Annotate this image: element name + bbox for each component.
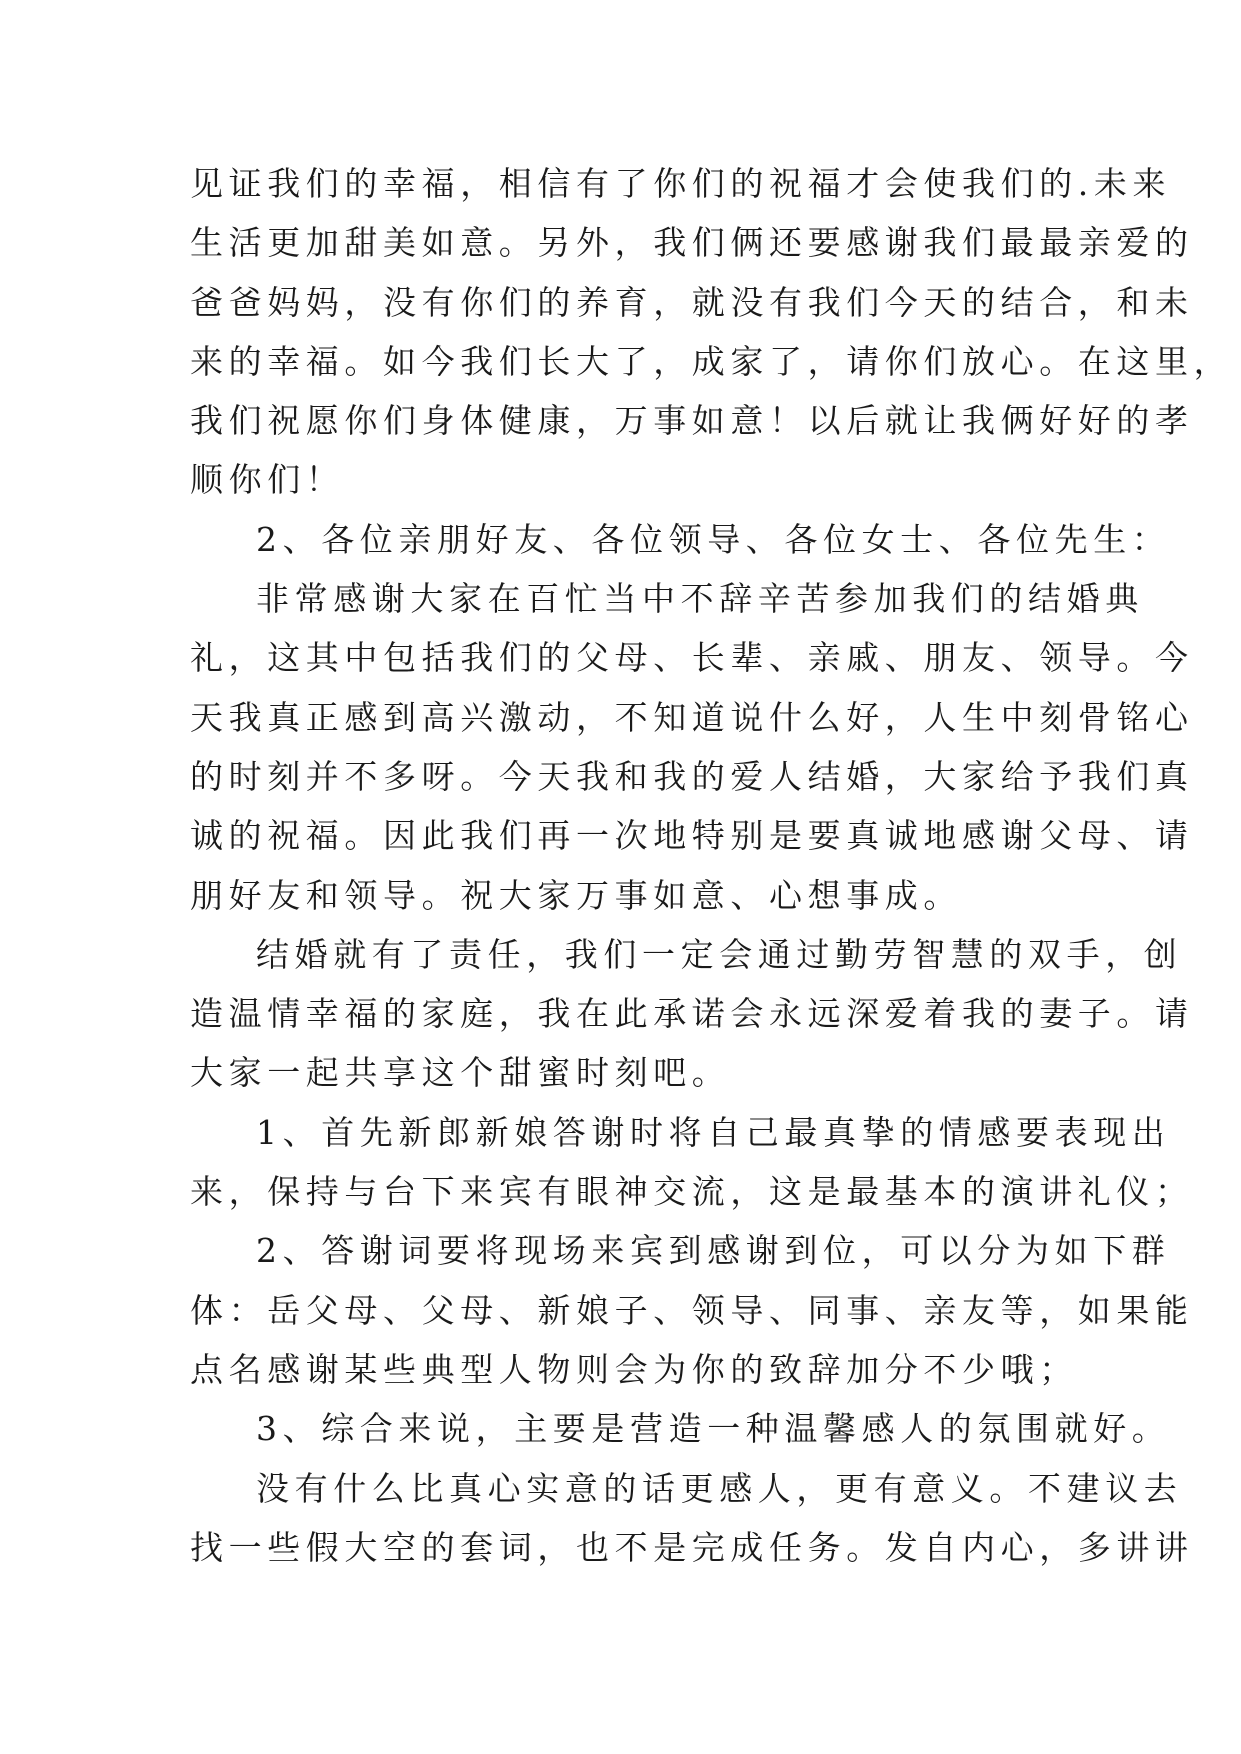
text-line: 我们祝愿你们身体健康，万事如意！以后就让我俩好好的孝 bbox=[190, 401, 1194, 441]
text-line: 生活更加甜美如意。另外，我们俩还要感谢我们最最亲爱的 bbox=[190, 223, 1194, 263]
list-item-start: 1、首先新郎新娘答谢时将自己最真挚的情感要表现出 bbox=[256, 1112, 1171, 1152]
paragraph-start: 结婚就有了责任，我们一定会通过勤劳智慧的双手，创 bbox=[256, 934, 1183, 974]
text-line: 点名感谢某些典型人物则会为你的致辞加分不少哦； bbox=[190, 1349, 1078, 1389]
text-line: 见证我们的幸福，相信有了你们的祝福才会使我们的.未来 bbox=[190, 164, 1172, 203]
list-item-start: 3、综合来说，主要是营造一种温馨感人的氛围就好。 bbox=[256, 1409, 1171, 1449]
text-line: 的时刻并不多呀。今天我和我的爱人结婚，大家给予我们真 bbox=[190, 756, 1194, 796]
text-line: 造温情幸福的家庭，我在此承诺会永远深爱着我的妻子。请 bbox=[190, 994, 1194, 1034]
paragraph-start: 非常感谢大家在百忙当中不辞辛苦参加我们的结婚典 bbox=[256, 579, 1144, 619]
text-line: 体：岳父母、父母、新娘子、领导、同事、亲友等，如果能 bbox=[190, 1290, 1194, 1330]
text-line: 来，保持与台下来宾有眼神交流，这是最基本的演讲礼仪； bbox=[190, 1172, 1194, 1212]
text-line: 顺你们！ bbox=[190, 460, 345, 500]
document-body bbox=[190, 154, 1233, 1577]
text-line: 找一些假大空的套词，也不是完成任务。发自内心，多讲讲 bbox=[190, 1527, 1194, 1567]
text-line: 朋好友和领导。祝大家万事如意、心想事成。 bbox=[190, 875, 962, 915]
text-line: 来的幸福。如今我们长大了，成家了，请你们放心。在这里， bbox=[190, 341, 1233, 381]
text-line: 礼，这其中包括我们的父母、长辈、亲戚、朋友、领导。今 bbox=[190, 638, 1194, 678]
paragraph-heading: 2、各位亲朋好友、各位领导、各位女士、各位先生： bbox=[256, 519, 1171, 559]
text-line: 爸爸妈妈，没有你们的养育，就没有我们今天的结合，和未 bbox=[190, 282, 1194, 322]
list-item-start: 2、答谢词要将现场来宾到感谢到位，可以分为如下群 bbox=[256, 1231, 1171, 1271]
text-line: 诚的祝福。因此我们再一次地特别是要真诚地感谢父母、请 bbox=[190, 816, 1194, 856]
text-line: 天我真正感到高兴激动，不知道说什么好，人生中刻骨铭心 bbox=[190, 697, 1194, 737]
paragraph-start: 没有什么比真心实意的话更感人，更有意义。不建议去 bbox=[256, 1468, 1183, 1508]
text-line: 大家一起共享这个甜蜜时刻吧。 bbox=[190, 1053, 731, 1093]
